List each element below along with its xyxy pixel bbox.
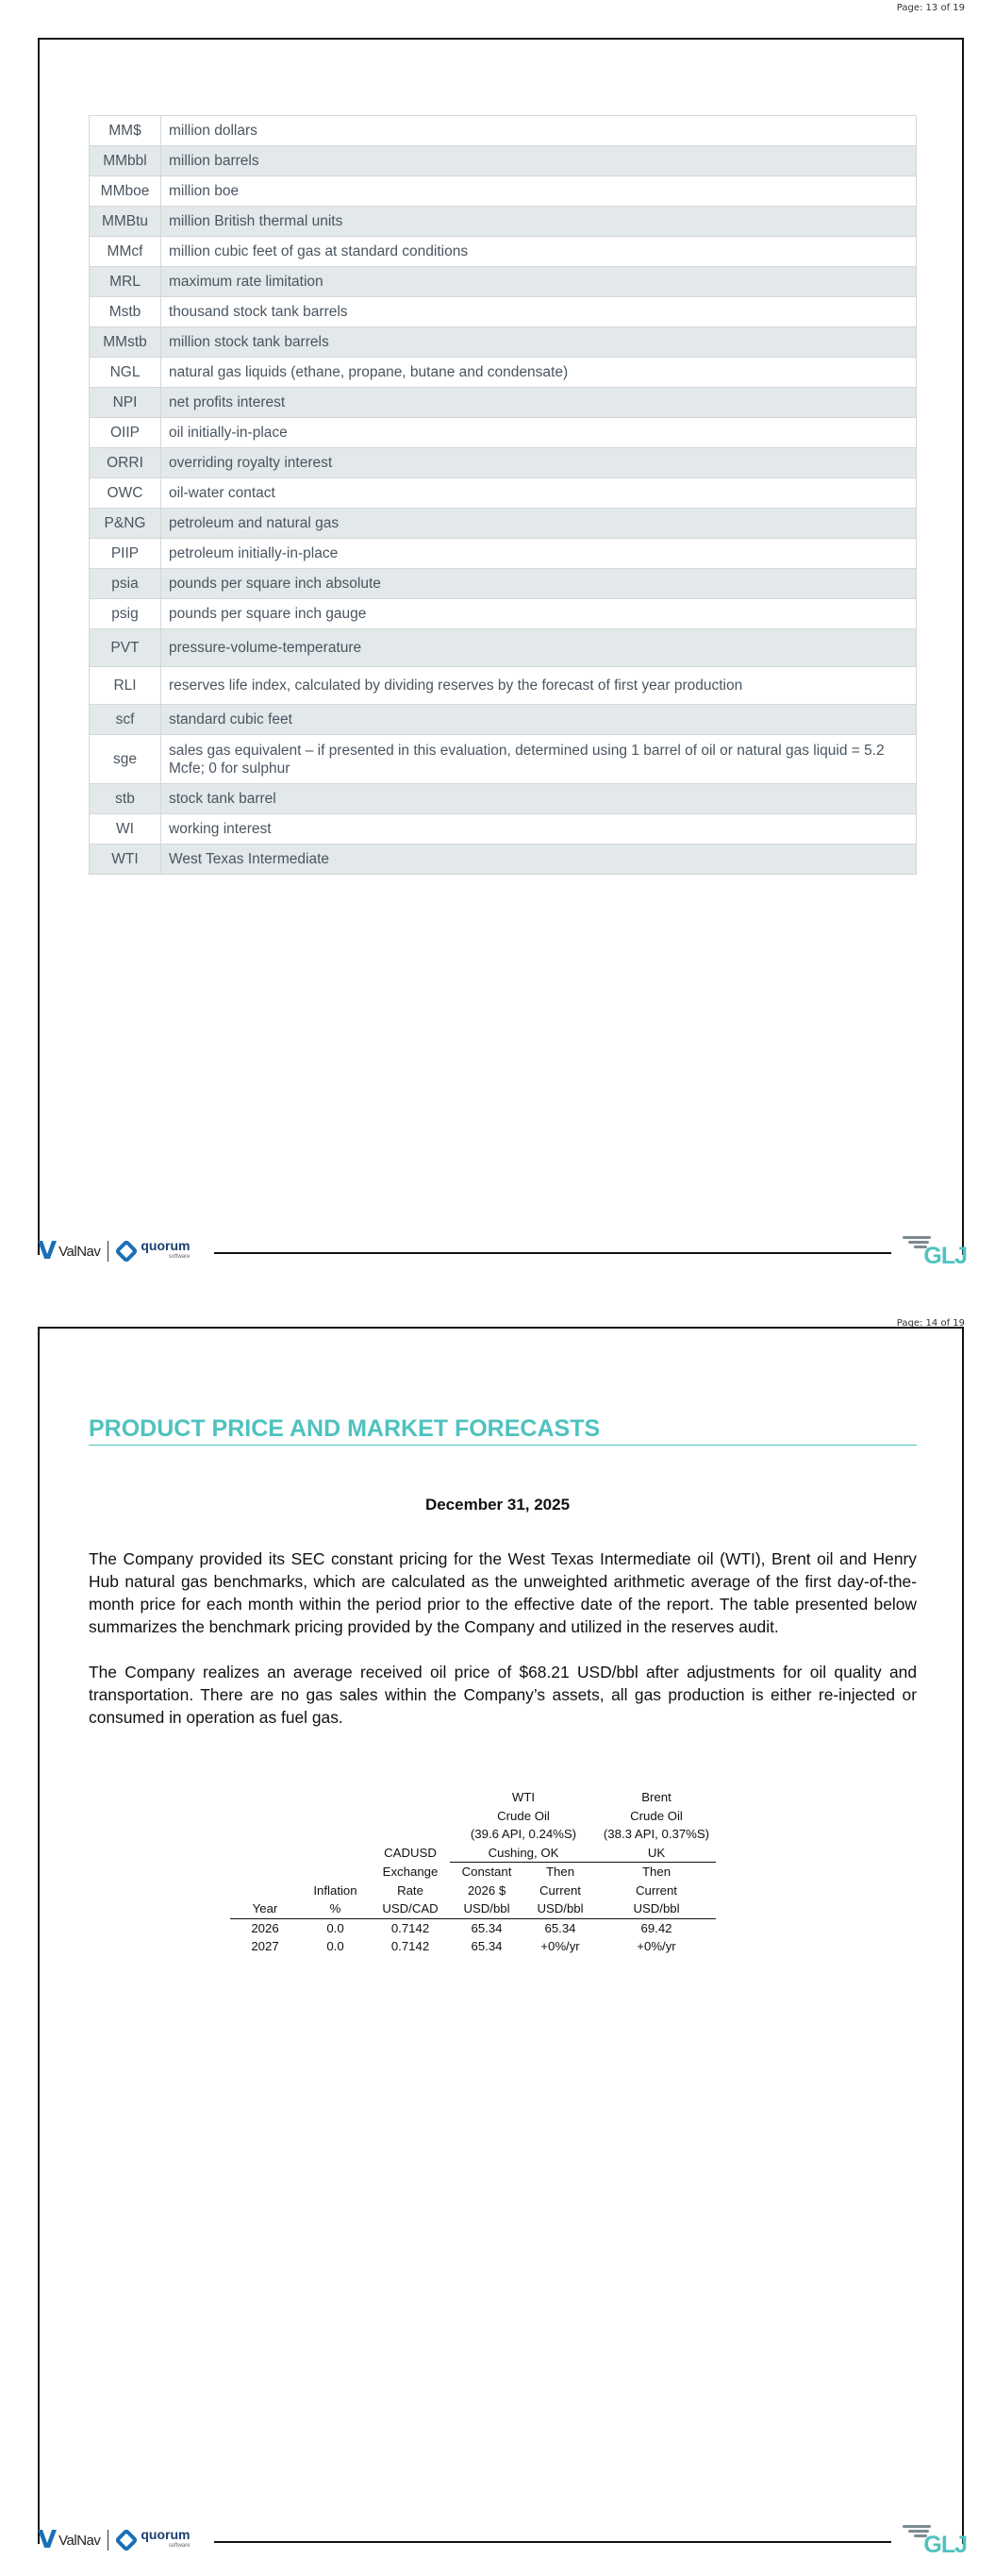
- abbreviation-cell: psia: [90, 569, 161, 599]
- brent-cell: +0%/yr: [637, 1939, 676, 1953]
- table-row: [90, 267, 917, 297]
- realized-price-paragraph: The Company realizes an average received oil price of $68.21 USD/bbl after adjustments for oil quality and transportation. There are no gas sales within the Company’s assets, all gas production is either re-injected or consumed in operation as fuel gas.: [89, 1663, 917, 1727]
- table-row: [90, 569, 917, 599]
- definition-cell: oil initially-in-place: [161, 418, 917, 448]
- abbreviation-cell: MMBtu: [90, 207, 161, 237]
- abbreviation-cell: OIIP: [90, 418, 161, 448]
- cad-cell: 0.7142: [390, 1920, 430, 1935]
- valnav-v-icon: V: [38, 1237, 58, 1265]
- brent-unit: USD/bbl: [597, 1899, 716, 1918]
- abbreviation-cell: MRL: [90, 267, 161, 297]
- valnav-logo-text: ValNav: [58, 2532, 101, 2549]
- wti-constant-cell: 65.34: [471, 1920, 503, 1935]
- inflation-header: Inflation: [313, 1882, 357, 1898]
- year-cell: 2026: [251, 1920, 279, 1935]
- section-title: PRODUCT PRICE AND MARKET FORECASTS: [89, 1415, 917, 1446]
- cad-header: CADUSD: [384, 1845, 437, 1860]
- definition-cell: million barrels: [161, 146, 917, 176]
- quorum-logo-subtext: software: [168, 2543, 191, 2549]
- table-row: [90, 207, 917, 237]
- valnav-logo: [38, 2528, 190, 2552]
- definition-cell: pounds per square inch absolute: [161, 569, 917, 599]
- table-row: [230, 1918, 716, 1937]
- table-row: [90, 705, 917, 735]
- table-row: [90, 814, 917, 845]
- wti-header: WTI: [511, 1790, 536, 1804]
- definition-cell: natural gas liquids (ethane, propane, butane and condensate): [161, 358, 917, 388]
- header-row: [230, 1788, 716, 1807]
- abbreviation-cell: NPI: [90, 388, 161, 418]
- wti-constant-header: Constant: [461, 1865, 512, 1879]
- definition-cell: reserves life index, calculated by dividing reserves by the forecast of first year production: [161, 667, 917, 705]
- abbreviation-cell: OWC: [90, 478, 161, 509]
- quorum-logo-subtext: software: [168, 1254, 191, 1260]
- glossary-table: [89, 115, 917, 875]
- abbreviation-cell: WI: [90, 814, 161, 845]
- abbreviation-cell: stb: [90, 784, 161, 814]
- page-number: Page: 14 of 19: [896, 1318, 965, 1329]
- cad-unit: USD/CAD: [371, 1899, 450, 1918]
- definition-cell: million cubic feet of gas at standard conditions: [161, 237, 917, 267]
- brent-cell: 69.42: [640, 1920, 672, 1935]
- cad-cell: 0.7142: [390, 1939, 430, 1953]
- year-cell: 2027: [251, 1939, 279, 1953]
- quorum-logo: [118, 1240, 190, 1263]
- table-row: [230, 1937, 716, 1956]
- page-footer: [38, 1236, 967, 1270]
- abbreviation-cell: PIIP: [90, 539, 161, 569]
- wti-then-header: Current: [539, 1882, 581, 1898]
- table-row: [90, 629, 917, 667]
- quorum-q-icon: [115, 1239, 139, 1263]
- table-row: [90, 667, 917, 705]
- definition-cell: overriding royalty interest: [161, 448, 917, 478]
- wti-constant-cell: 65.34: [471, 1939, 503, 1953]
- quorum-logo-text: quorum: [141, 1238, 191, 1253]
- brent-then-header: Then: [641, 1865, 672, 1879]
- table-row: [90, 735, 917, 784]
- wti-then-unit: USD/bbl: [523, 1899, 597, 1918]
- abbreviation-cell: sge: [90, 735, 161, 784]
- price-forecast-table: [230, 1788, 716, 1956]
- definition-cell: stock tank barrel: [161, 784, 917, 814]
- quorum-q-icon: [115, 2528, 139, 2551]
- inflation-cell: 0.0: [326, 1939, 344, 1953]
- cad-header: Rate: [397, 1882, 423, 1898]
- abbreviation-cell: RLI: [90, 667, 161, 705]
- definition-cell: working interest: [161, 814, 917, 845]
- table-row: [90, 176, 917, 207]
- footer-rule: [214, 2541, 891, 2543]
- definition-cell: thousand stock tank barrels: [161, 297, 917, 327]
- definition-cell: petroleum and natural gas: [161, 509, 917, 539]
- abbreviation-cell: PVT: [90, 629, 161, 667]
- definition-cell: million British thermal units: [161, 207, 917, 237]
- table-row: [90, 418, 917, 448]
- page-number: Page: 13 of 19: [896, 3, 965, 13]
- table-row: [90, 388, 917, 418]
- definition-cell: standard cubic feet: [161, 705, 917, 735]
- wti-then-header: Then: [545, 1865, 575, 1879]
- definition-cell: West Texas Intermediate: [161, 845, 917, 875]
- brent-then-header: Current: [636, 1882, 677, 1898]
- abbreviation-cell: MM$: [90, 116, 161, 146]
- abbreviation-cell: MMbbl: [90, 146, 161, 176]
- abbreviation-cell: scf: [90, 705, 161, 735]
- table-row: [90, 297, 917, 327]
- definition-cell: pounds per square inch gauge: [161, 599, 917, 629]
- abbreviation-cell: MMstb: [90, 327, 161, 358]
- table-row: [90, 358, 917, 388]
- table-row: [90, 845, 917, 875]
- wti-header: (39.6 API, 0.24%S): [470, 1827, 577, 1841]
- glj-logo: [901, 1230, 967, 1270]
- wti-then-cell: +0%/yr: [540, 1939, 580, 1953]
- valnav-logo-text: ValNav: [58, 1243, 101, 1260]
- abbreviation-cell: psig: [90, 599, 161, 629]
- table-row: [90, 237, 917, 267]
- table-row: [90, 327, 917, 358]
- wti-constant-header: 2026 $: [467, 1882, 506, 1898]
- abbreviation-cell: WTI: [90, 845, 161, 875]
- wti-constant-unit: USD/bbl: [450, 1899, 523, 1918]
- table-row: [90, 539, 917, 569]
- glj-logo-text: GLJ: [923, 2532, 967, 2558]
- abbreviation-cell: MMboe: [90, 176, 161, 207]
- abbreviation-cell: Mstb: [90, 297, 161, 327]
- glj-logo-text: GLJ: [923, 1243, 967, 1269]
- wti-then-cell: 65.34: [544, 1920, 576, 1935]
- definition-cell: sales gas equivalent – if presented in this evaluation, determined using 1 barrel of oil or natural gas liquid = 5.2 Mcfe; 0 for sulphur: [161, 735, 917, 784]
- table-row: [90, 146, 917, 176]
- cad-header: Exchange: [382, 1864, 439, 1879]
- abbreviation-cell: P&NG: [90, 509, 161, 539]
- definition-cell: oil-water contact: [161, 478, 917, 509]
- quorum-logo-text: quorum: [141, 2527, 191, 2542]
- page-footer: [38, 2525, 967, 2559]
- abbreviation-cell: MMcf: [90, 237, 161, 267]
- definition-cell: million boe: [161, 176, 917, 207]
- definition-cell: million dollars: [161, 116, 917, 146]
- table-row: [90, 116, 917, 146]
- wti-header: Crude Oil: [497, 1808, 550, 1823]
- brent-header: Brent: [641, 1790, 672, 1804]
- valnav-logo: [38, 1239, 190, 1263]
- table-row: [90, 478, 917, 509]
- valnav-v-icon: V: [38, 2526, 58, 2554]
- inflation-cell: 0.0: [326, 1920, 344, 1935]
- table-row: [90, 784, 917, 814]
- definition-cell: million stock tank barrels: [161, 327, 917, 358]
- units-row: [230, 1899, 716, 1918]
- effective-date: December 31, 2025: [424, 1496, 571, 1514]
- brent-header: UK: [597, 1844, 716, 1863]
- abbreviation-cell: ORRI: [90, 448, 161, 478]
- footer-rule: [214, 1252, 891, 1254]
- quorum-logo: [118, 2529, 190, 2551]
- definition-cell: maximum rate limitation: [161, 267, 917, 297]
- year-header: Year: [230, 1899, 300, 1918]
- pricing-paragraph: The Company provided its SEC constant pricing for the West Texas Intermediate oil (WTI), Brent oil and Henry Hub natural gas benchmarks, which are calculated as the unweighted arithmetic average of the first day-of-the-month price for each month within the period prior to the effective date of the report. The table presented below summarizes the benchmark pricing provided by the Company and utilized in the reserves audit.: [89, 1549, 917, 1636]
- brent-header: Crude Oil: [630, 1808, 683, 1823]
- table-row: [90, 599, 917, 629]
- table-row: [90, 448, 917, 478]
- definition-cell: pressure-volume-temperature: [161, 629, 917, 667]
- definition-cell: net profits interest: [161, 388, 917, 418]
- wti-header: Cushing, OK: [450, 1844, 597, 1863]
- brent-header: (38.3 API, 0.37%S): [603, 1827, 710, 1841]
- abbreviation-cell: NGL: [90, 358, 161, 388]
- table-row: [90, 509, 917, 539]
- definition-cell: petroleum initially-in-place: [161, 539, 917, 569]
- inflation-unit: %: [300, 1899, 371, 1918]
- glj-logo: [901, 2519, 967, 2559]
